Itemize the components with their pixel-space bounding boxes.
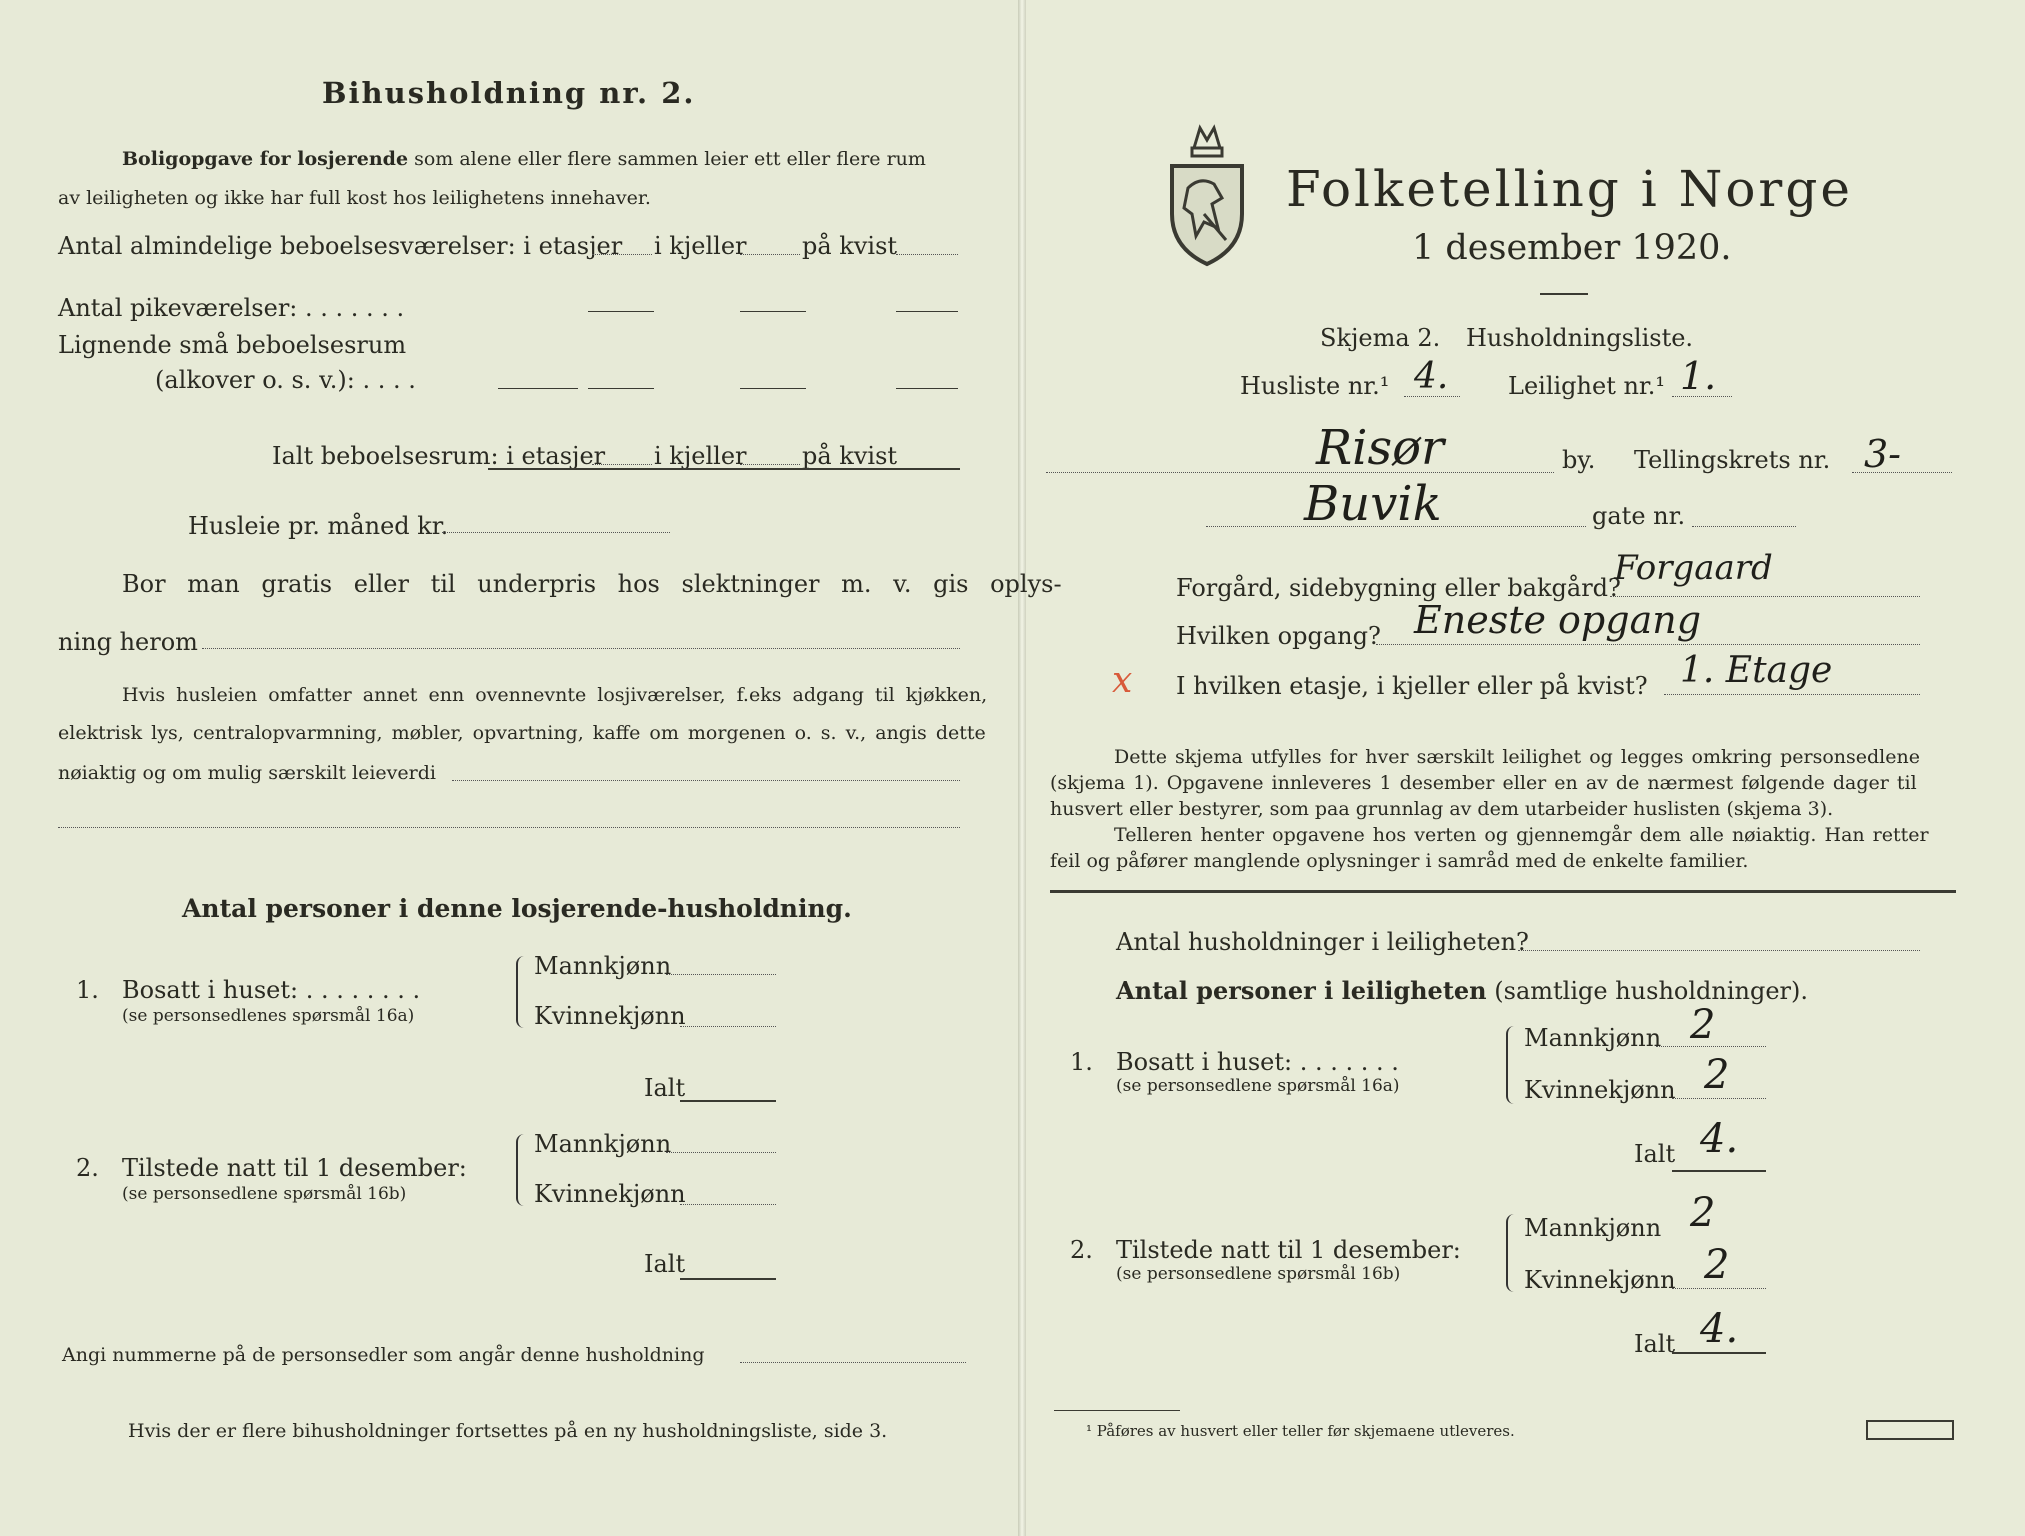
left-q1-kvinne-label: Kvinnekjønn xyxy=(534,1002,686,1030)
gratis-field[interactable] xyxy=(202,648,960,649)
page-fold xyxy=(1018,0,1026,1536)
etasje-check-mark: x xyxy=(1112,660,1133,701)
ialt-rooms-underline xyxy=(488,468,960,470)
intro-bold: Boligopgave for losjerende xyxy=(122,148,409,170)
intro-line-1 xyxy=(122,148,926,170)
dette-line-2: (skjema 1). Opgavene innleveres 1 desember eller en av de nærmest følgende dager til xyxy=(1050,772,1917,794)
right-q1-kvinne-field[interactable] xyxy=(1672,1098,1766,1099)
right-persons-heading-bold: Antal personer i leiligheten xyxy=(1116,976,1487,1005)
etasje-field[interactable] xyxy=(1664,694,1920,695)
left-q1-label: Bosatt i huset: . . . . . . . . xyxy=(122,976,421,1004)
printer-stamp xyxy=(1866,1420,1954,1440)
antal-hush-label: Antal husholdninger i leiligheten? xyxy=(1116,928,1529,956)
right-q1-sub: (se personsedlene spørsmål 16a) xyxy=(1116,1076,1400,1096)
forgard-value: Forgaard xyxy=(1614,548,1773,588)
left-q2-mann-field[interactable] xyxy=(666,1152,776,1153)
right-q2-sub: (se personsedlene spørsmål 16b) xyxy=(1116,1264,1401,1284)
right-q1-label: Bosatt i huset: . . . . . . . xyxy=(1116,1048,1399,1076)
skjema-name: Husholdningsliste. xyxy=(1466,324,1694,352)
right-q1-ialt-label: Ialt xyxy=(1634,1140,1676,1168)
dette-line-1: Dette skjema utfylles for hver særskilt leilighet og legges omkring personsedlene xyxy=(1114,746,1920,768)
left-q2-num: 2. xyxy=(76,1154,99,1182)
gratis-line-2: ning herom xyxy=(58,628,198,656)
right-q2-mann-value: 2 xyxy=(1690,1190,1716,1236)
rooms-label: Antal almindelige beboelsesværelser: i etasjer xyxy=(58,232,623,260)
street-field[interactable] xyxy=(1206,526,1586,527)
right-q2-ialt-value: 4. xyxy=(1700,1306,1739,1352)
left-persons-heading: Antal personer i denne losjerende-husholdning. xyxy=(182,894,852,923)
right-q2-ialt-field[interactable] xyxy=(1672,1352,1766,1354)
right-footnote: ¹ Påføres av husvert eller teller før skjemaene utleveres. xyxy=(1086,1422,1515,1440)
right-q1-ialt-field[interactable] xyxy=(1672,1170,1766,1172)
right-persons-heading-rest: (samtlige husholdninger). xyxy=(1494,977,1809,1005)
intro-line-2: av leiligheten og ikke har full kost hos leilighetens innehaver. xyxy=(58,187,651,209)
pike-etasjer-field[interactable] xyxy=(588,311,654,312)
gate-nr-field[interactable] xyxy=(1692,526,1796,527)
husleie-label: Husleie pr. måned kr. xyxy=(188,512,449,540)
pike-label: Antal pikeværelser: . . . . . . . xyxy=(58,294,405,322)
right-q2-kvinne-label: Kvinnekjønn xyxy=(1524,1266,1676,1294)
right-q2-kvinne-field[interactable] xyxy=(1672,1288,1766,1289)
left-q2-sub: (se personsedlene spørsmål 16b) xyxy=(122,1184,407,1204)
opgang-label: Hvilken opgang? xyxy=(1176,622,1381,650)
intro-rest: som alene eller flere sammen leier ett eller flere rum xyxy=(414,148,926,170)
street-value: Buvik xyxy=(1304,476,1442,532)
right-q1-mann-value: 2 xyxy=(1690,1002,1716,1048)
gratis-line-1: Bor man gratis eller til underpris hos slektninger m. v. gis oplys- xyxy=(122,570,1062,598)
husliste-value: 4. xyxy=(1414,356,1449,397)
right-q1-kvinne-value: 2 xyxy=(1704,1052,1730,1098)
rooms-kjeller-label: i kjeller xyxy=(654,232,747,260)
by-label: by. xyxy=(1562,446,1596,474)
right-persons-heading xyxy=(1116,976,1808,1005)
city-value: Risør xyxy=(1316,420,1444,476)
right-q2-ialt-label: Ialt xyxy=(1634,1330,1676,1358)
right-q1-mann-label: Mannkjønn xyxy=(1524,1024,1662,1052)
right-date: 1 desember 1920. xyxy=(1412,228,1732,268)
left-q2-label: Tilstede natt til 1 desember: xyxy=(122,1154,467,1182)
antal-hush-field[interactable] xyxy=(1518,950,1920,951)
hvis-line-2: elektrisk lys, centralopvarmning, møbler, opvartning, kaffe om morgenen o. s. v., angis dette xyxy=(58,722,986,744)
right-q1-num: 1. xyxy=(1070,1048,1093,1076)
forgard-field[interactable] xyxy=(1610,596,1920,597)
left-title: Bihusholdning nr. 2. xyxy=(322,76,696,110)
pike-kjeller-field[interactable] xyxy=(740,311,806,312)
rooms-kjeller-field[interactable] xyxy=(740,254,800,255)
husliste-field[interactable] xyxy=(1404,396,1460,397)
opgang-field[interactable] xyxy=(1376,644,1920,645)
krets-value: 3- xyxy=(1864,432,1902,476)
forgard-label: Forgård, sidebygning eller bakgård? xyxy=(1176,574,1621,602)
leieverdi-field-2[interactable] xyxy=(58,827,960,828)
leilighet-label: Leilighet nr.¹ xyxy=(1508,372,1666,400)
hvis-line-1: Hvis husleien omfatter annet enn ovennevnte losjiværelser, f.eks adgang til kjøkken, xyxy=(122,684,988,706)
right-q1-mann-field[interactable] xyxy=(1656,1046,1766,1047)
teller-line-1: Telleren henter opgavene hos verten og gjennemgår dem alle nøiaktig. Han retter xyxy=(1114,824,1929,846)
right-q1-kvinne-label: Kvinnekjønn xyxy=(1524,1076,1676,1104)
hvis-line-3: nøiaktig og om mulig særskilt leieverdi xyxy=(58,762,436,784)
left-q1-mann-label: Mannkjønn xyxy=(534,952,672,980)
right-q2-mann-label: Mannkjønn xyxy=(1524,1214,1662,1242)
alkover-kvist-field[interactable] xyxy=(896,388,958,389)
ialt-rooms-label: Ialt beboelsesrum: i etasjer xyxy=(272,442,606,470)
right-q1-brace xyxy=(1506,1026,1518,1104)
angi-field[interactable] xyxy=(740,1362,966,1363)
left-footer: Hvis der er flere bihusholdninger fortsettes på en ny husholdningsliste, side 3. xyxy=(128,1420,888,1442)
section-rule xyxy=(1050,890,1956,893)
title-rule xyxy=(1540,293,1588,295)
left-q1-sub: (se personsedlenes spørsmål 16a) xyxy=(122,1006,415,1026)
left-q2-brace xyxy=(516,1134,528,1206)
left-q1-num: 1. xyxy=(76,976,99,1004)
left-q2-kvinne-label: Kvinnekjønn xyxy=(534,1180,686,1208)
dette-line-3: husvert eller bestyrer, som paa grunnlag av dem utarbeider huslisten (skjema 3). xyxy=(1050,798,1834,820)
alkover-kjeller-field[interactable] xyxy=(740,388,806,389)
rooms-etasjer-field[interactable] xyxy=(592,254,652,255)
alkover-etasjer-field[interactable] xyxy=(588,388,654,389)
skjema-label: Skjema 2. xyxy=(1320,324,1441,352)
alkover-a-field[interactable] xyxy=(498,388,578,389)
etasje-value: 1. Etage xyxy=(1680,650,1833,691)
right-q2-num: 2. xyxy=(1070,1236,1093,1264)
left-q2-kvinne-field[interactable] xyxy=(680,1204,776,1205)
ialt-kjeller-label: i kjeller xyxy=(654,442,747,470)
left-q1-brace xyxy=(516,956,528,1028)
husliste-label: Husliste nr.¹ xyxy=(1240,372,1390,400)
krets-label: Tellingskrets nr. xyxy=(1634,446,1831,474)
husleie-field[interactable] xyxy=(442,532,670,533)
gate-label: gate nr. xyxy=(1592,502,1686,530)
left-q1-kvinne-field[interactable] xyxy=(680,1026,776,1027)
right-q2-label: Tilstede natt til 1 desember: xyxy=(1116,1236,1461,1264)
left-q2-mann-label: Mannkjønn xyxy=(534,1130,672,1158)
left-q2-ialt-field[interactable] xyxy=(680,1278,776,1280)
leieverdi-field[interactable] xyxy=(452,780,960,781)
city-field[interactable] xyxy=(1046,472,1554,473)
ialt-kjeller-field[interactable] xyxy=(740,464,800,465)
ialt-kvist-label: på kvist xyxy=(802,442,898,470)
left-q1-mann-field[interactable] xyxy=(666,974,776,975)
etasje-label: I hvilken etasje, i kjeller eller på kvist? xyxy=(1176,672,1648,700)
footnote-rule xyxy=(1054,1410,1180,1411)
rooms-kvist-field[interactable] xyxy=(896,254,958,255)
right-q1-ialt-value: 4. xyxy=(1700,1116,1739,1162)
coat-of-arms-icon xyxy=(1164,118,1250,272)
alkover-label: (alkover o. s. v.): . . . . xyxy=(155,366,416,394)
right-title: Folketelling i Norge xyxy=(1286,160,1853,218)
left-q1-ialt-label: Ialt xyxy=(644,1074,686,1102)
opgang-value: Eneste opgang xyxy=(1414,598,1702,642)
right-q2-kvinne-value: 2 xyxy=(1704,1242,1730,1288)
leilighet-value: 1. xyxy=(1680,354,1717,398)
right-q2-brace xyxy=(1506,1214,1518,1292)
teller-line-2: feil og påfører manglende oplysninger i samråd med de enkelte familier. xyxy=(1050,850,1749,872)
krets-field[interactable] xyxy=(1852,472,1952,473)
leilighet-field[interactable] xyxy=(1672,396,1732,397)
left-q2-ialt-label: Ialt xyxy=(644,1250,686,1278)
rooms-kvist-label: på kvist xyxy=(802,232,898,260)
lignende-label: Lignende små beboelsesrum xyxy=(58,331,407,359)
angi-label: Angi nummerne på de personsedler som angår denne husholdning xyxy=(62,1344,705,1366)
pike-kvist-field[interactable] xyxy=(896,311,958,312)
left-q1-ialt-field[interactable] xyxy=(680,1100,776,1102)
ialt-etasjer-field[interactable] xyxy=(592,464,652,465)
